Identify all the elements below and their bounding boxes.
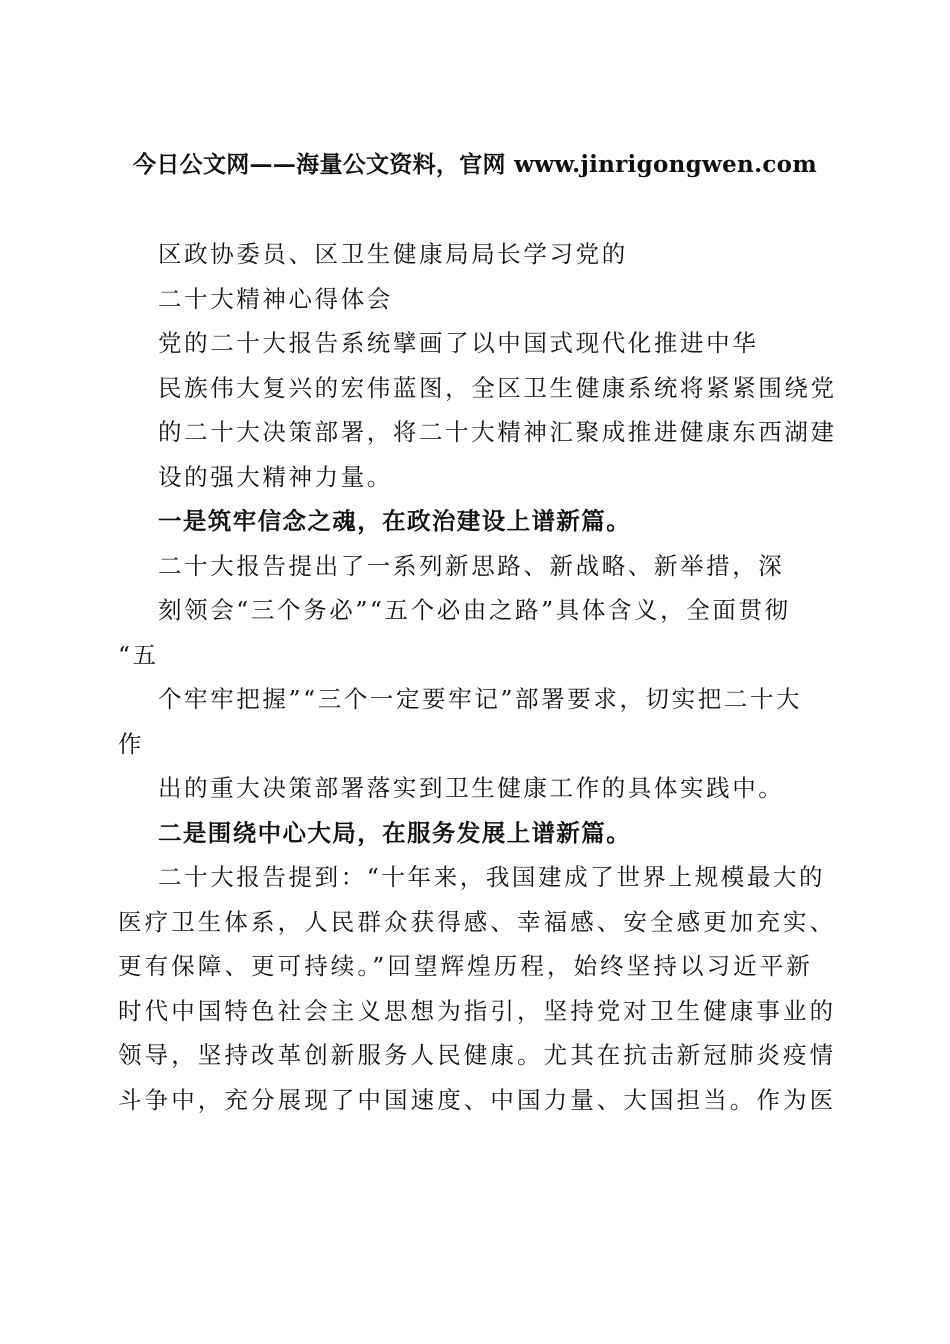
paragraph-line: 时代中国特色社会主义思想为指引，坚持党对卫生健康事业的 <box>118 996 837 1025</box>
paragraph-line: 刻领会“三个务必”“五个必由之路”具体含义，全面贯彻 <box>158 596 791 624</box>
paragraph-line: 个牢牢把握”“三个一定要牢记”部署要求，切实把二十大 <box>158 685 803 713</box>
paragraph-line: 斗争中，充分展现了中国速度、中国力量、大国担当。作为医 <box>118 1085 837 1114</box>
section-heading-1: 一是筑牢信念之魂，在政治建设上谱新篇。 <box>158 507 632 535</box>
paragraph-line: 党的二十大报告系统擘画了以中国式现代化推进中华 <box>158 329 759 357</box>
document-body <box>118 232 837 1122</box>
site-header-title: 今日公文网——海量公文资料，官网 www.jinrigongwen.com <box>133 151 817 178</box>
doc-title-line-1: 区政协委员、区卫生健康局局长学习党的 <box>158 240 628 268</box>
paragraph-line: 的二十大决策部署，将二十大精神汇聚成推进健康东西湖建 <box>158 418 837 446</box>
paragraph-line: 二十大报告提到：“十年来，我国建成了世界上规模最大的 <box>158 863 826 891</box>
paragraph-line: 作 <box>118 729 145 758</box>
section-heading-2: 二是围绕中心大局，在服务发展上谱新篇。 <box>158 818 632 847</box>
paragraph-line: 民族伟大复兴的宏伟蓝图，全区卫生健康系统将紧紧围绕党 <box>158 373 837 402</box>
paragraph-line: 设的强大精神力量。 <box>158 462 393 491</box>
paragraph-line: “五 <box>118 640 159 669</box>
paragraph-line: 出的重大决策部署落实到卫生健康工作的具体实践中。 <box>158 774 785 802</box>
doc-title-line-2: 二十大精神心得体会 <box>158 284 393 313</box>
paragraph-line: 二十大报告提出了一系列新思路、新战略、新举措，深 <box>158 551 785 580</box>
paragraph-line: 更有保障、更可持续。”回望辉煌历程，始终坚持以习近平新 <box>118 952 813 980</box>
paragraph-line: 领导，坚持改革创新服务人民健康。尤其在抗击新冠肺炎疫情 <box>118 1041 837 1069</box>
paragraph-line: 医疗卫生体系，人民群众获得感、幸福感、安全感更加充实、 <box>118 907 837 936</box>
